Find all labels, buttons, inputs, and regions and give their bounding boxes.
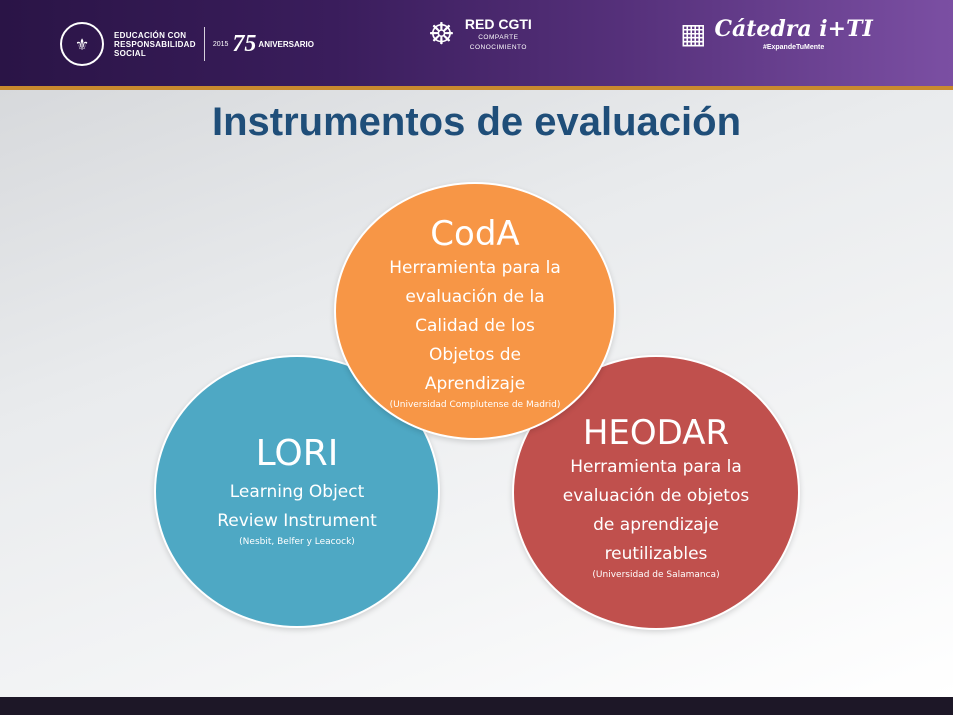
education-line-1: EDUCACIÓN CON (114, 30, 187, 40)
red-cgti-title: RED CGTI (464, 16, 532, 32)
heodar-description: Herramienta para la evaluación de objetos de aprendizaje reutilizables (562, 457, 750, 564)
divider (204, 27, 205, 61)
catedra-logo (680, 16, 873, 51)
education-logo (60, 22, 314, 66)
heodar-title: HEODAR (582, 413, 730, 453)
education-line-2: RESPONSABILIDAD (114, 39, 196, 49)
lori-source: (Nesbit, Belfer y Leacock) (239, 537, 355, 547)
lori-description: Learning Object Review Instrument (217, 482, 377, 531)
coda-source: (Universidad Complutense de Madrid) (389, 400, 561, 410)
anniversary-label: ANIVERSARIO (258, 39, 314, 49)
presentation-board-icon: ▦ (680, 17, 707, 50)
lori-title: LORI (255, 433, 339, 474)
slide-title: Instrumentos de evaluación (211, 100, 742, 144)
education-line-3: SOCIAL (114, 48, 147, 58)
footer-bar (0, 697, 953, 715)
network-people-icon: ☸ (428, 16, 455, 52)
header-banner (0, 0, 953, 86)
heodar-source: (Universidad de Salamanca) (592, 570, 720, 580)
coda-description: Herramienta para la evaluación de la Calidad de los Objetos de Aprendizaje (389, 258, 561, 394)
catedra-title: Cátedra i+TI (714, 16, 873, 42)
anniversary-year: 2015 (212, 40, 229, 48)
red-cgti-sub-2: CONOCIMIENTO (469, 44, 527, 51)
red-cgti-sub-1: COMPARTE (478, 34, 519, 41)
education-text (114, 31, 196, 58)
coda-circle (334, 182, 616, 440)
university-seal-icon: ⚜ (60, 22, 104, 66)
coda-title: CodA (430, 214, 520, 254)
anniversary-number: 75 (232, 30, 257, 57)
catedra-hashtag: #ExpandeTuMente (762, 44, 825, 51)
red-cgti-logo (428, 16, 532, 52)
